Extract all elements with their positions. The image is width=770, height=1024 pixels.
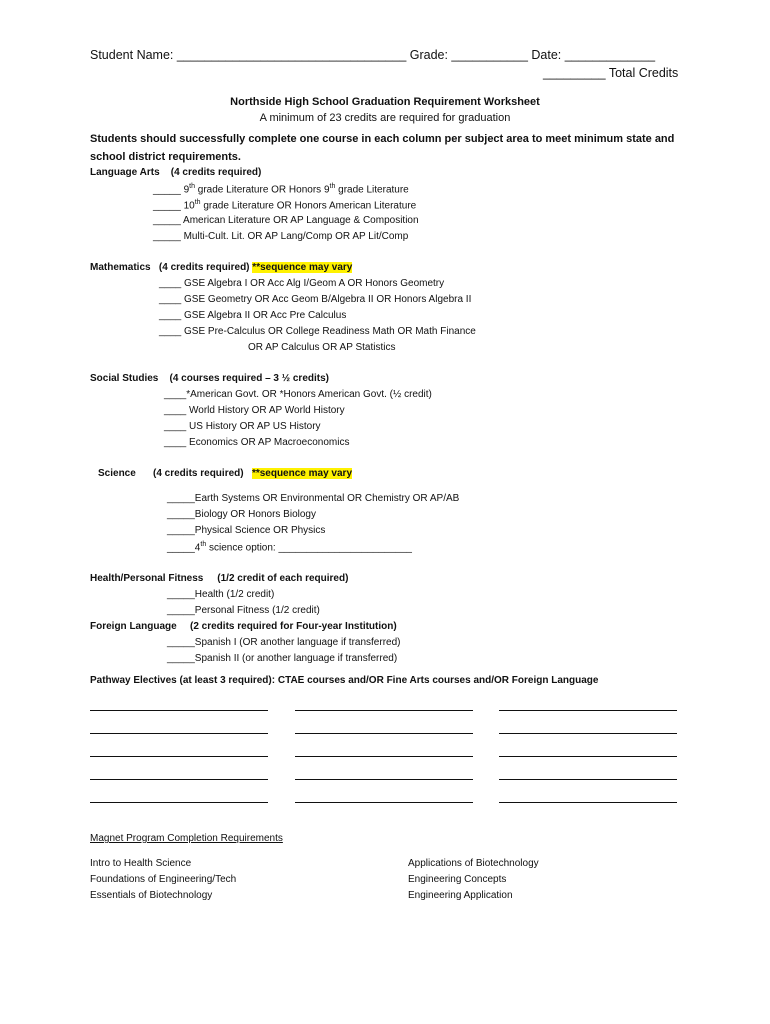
language-arts-label: Language Arts xyxy=(90,167,160,178)
health-heading xyxy=(90,573,348,584)
health-label: Health/Personal Fitness xyxy=(90,573,204,584)
elective-blank-line xyxy=(499,756,677,757)
language-arts-credits: (4 credits required) xyxy=(170,167,262,178)
superscript: th xyxy=(329,183,336,190)
magnet-course: Engineering Concepts xyxy=(408,874,507,885)
elective-blank-line xyxy=(499,779,677,780)
health-credits: (1/2 credit of each required) xyxy=(217,573,349,584)
elective-blank-line xyxy=(295,733,473,734)
science-item: _____Earth Systems OR Environmental OR Chemistry OR AP/AB xyxy=(167,493,460,504)
elective-blank-line xyxy=(295,802,473,803)
mathematics-item: ____ GSE Algebra II OR Acc Pre Calculus xyxy=(159,310,347,321)
science-item: _____Physical Science OR Physics xyxy=(167,525,326,536)
superscript: th xyxy=(189,183,195,190)
superscript: th xyxy=(194,199,201,206)
mathematics-label: Mathematics xyxy=(90,262,151,273)
elective-blank-line xyxy=(90,802,268,803)
foreign-language-item: _____Spanish I (OR another language if transferred) xyxy=(167,637,401,648)
magnet-course: Engineering Application xyxy=(408,890,513,901)
elective-blank-line xyxy=(90,733,268,734)
elective-blank-line xyxy=(295,756,473,757)
magnet-course: Essentials of Biotechnology xyxy=(90,890,213,901)
science-item xyxy=(167,541,412,553)
item-text: _____ 9 xyxy=(153,184,190,196)
student-info-line: Student Name: _________________________________ Grade: ___________ Date: _____________ xyxy=(90,48,656,62)
page-subtitle: A minimum of 23 credits are required for graduation xyxy=(259,112,511,124)
elective-blank-line xyxy=(499,802,677,803)
superscript: th xyxy=(200,541,207,548)
health-item: _____Personal Fitness (1/2 credit) xyxy=(167,605,320,616)
language-arts-item xyxy=(153,199,416,211)
magnet-program-heading: Magnet Program Completion Requirements xyxy=(90,833,283,844)
item-text: grade Literature xyxy=(335,184,409,196)
foreign-language-credits: (2 credits required for Four-year Institution) xyxy=(190,621,397,632)
elective-blank-line xyxy=(295,710,473,711)
science-sequence-note: **sequence may vary xyxy=(251,468,353,479)
mathematics-item: ____ GSE Geometry OR Acc Geom B/Algebra II OR Honors Algebra II xyxy=(159,294,472,305)
science-item: _____Biology OR Honors Biology xyxy=(167,509,316,520)
foreign-language-label: Foreign Language xyxy=(90,621,177,632)
social-studies-item: ____*American Govt. OR *Honors American Govt. (½ credit) xyxy=(164,389,432,400)
instructions-line-1: Students should successfully complete one course in each column per subject area to meet minimum state and xyxy=(90,133,675,145)
page-title: Northside High School Graduation Requirement Worksheet xyxy=(230,96,540,108)
item-text: grade Literature OR Honors 9 xyxy=(195,184,330,196)
magnet-course: Applications of Biotechnology xyxy=(408,858,539,869)
health-item: _____Health (1/2 credit) xyxy=(167,589,275,600)
item-text: science option: ________________________ xyxy=(206,542,412,554)
item-text: _____ 10 xyxy=(153,200,195,212)
magnet-course: Foundations of Engineering/Tech xyxy=(90,874,237,885)
elective-blank-line xyxy=(90,710,268,711)
elective-blank-line xyxy=(295,779,473,780)
social-studies-item: ____ World History OR AP World History xyxy=(164,405,345,416)
social-studies-item: ____ Economics OR AP Macroeconomics xyxy=(164,437,350,448)
mathematics-item: ____ GSE Algebra I OR Acc Alg I/Geom A OR Honors Geometry xyxy=(159,278,445,289)
elective-blank-line xyxy=(90,756,268,757)
language-arts-item: _____ Multi-Cult. Lit. OR AP Lang/Comp OR AP Lit/Comp xyxy=(153,231,409,242)
pathway-electives-heading: Pathway Electives (at least 3 required): CTAE courses and/OR Fine Arts courses and/OR Foreign Language xyxy=(90,675,599,686)
instructions-line-2: school district requirements. xyxy=(90,151,241,163)
science-credits-row xyxy=(153,468,352,479)
science-credits: (4 credits required) xyxy=(153,468,244,479)
social-studies-label: Social Studies xyxy=(90,373,159,384)
mathematics-item: ____ GSE Pre-Calculus OR College Readiness Math OR Math Finance xyxy=(159,326,476,337)
elective-blank-line xyxy=(90,779,268,780)
mathematics-sequence-note: **sequence may vary xyxy=(252,262,353,273)
social-studies-item: ____ US History OR AP US History xyxy=(164,421,321,432)
mathematics-credits: (4 credits required) xyxy=(158,262,250,273)
elective-blank-line xyxy=(499,733,677,734)
mathematics-heading xyxy=(90,262,352,273)
language-arts-heading xyxy=(90,167,261,178)
item-text: grade Literature OR Honors American Literature xyxy=(200,200,417,212)
language-arts-item xyxy=(153,183,409,195)
magnet-course: Intro to Health Science xyxy=(90,858,192,869)
science-label: Science xyxy=(98,468,136,479)
mathematics-item-continuation: OR AP Calculus OR AP Statistics xyxy=(248,342,396,353)
item-text: _____4 xyxy=(167,542,201,554)
total-credits-line: _________ Total Credits xyxy=(543,66,679,80)
science-heading xyxy=(98,468,136,479)
social-studies-heading xyxy=(90,373,329,384)
foreign-language-item: _____Spanish II (or another language if transferred) xyxy=(167,653,398,664)
elective-blank-line xyxy=(499,710,677,711)
social-studies-credits: (4 courses required – 3 ½ credits) xyxy=(169,373,329,384)
language-arts-item: _____ American Literature OR AP Language & Composition xyxy=(153,215,419,226)
